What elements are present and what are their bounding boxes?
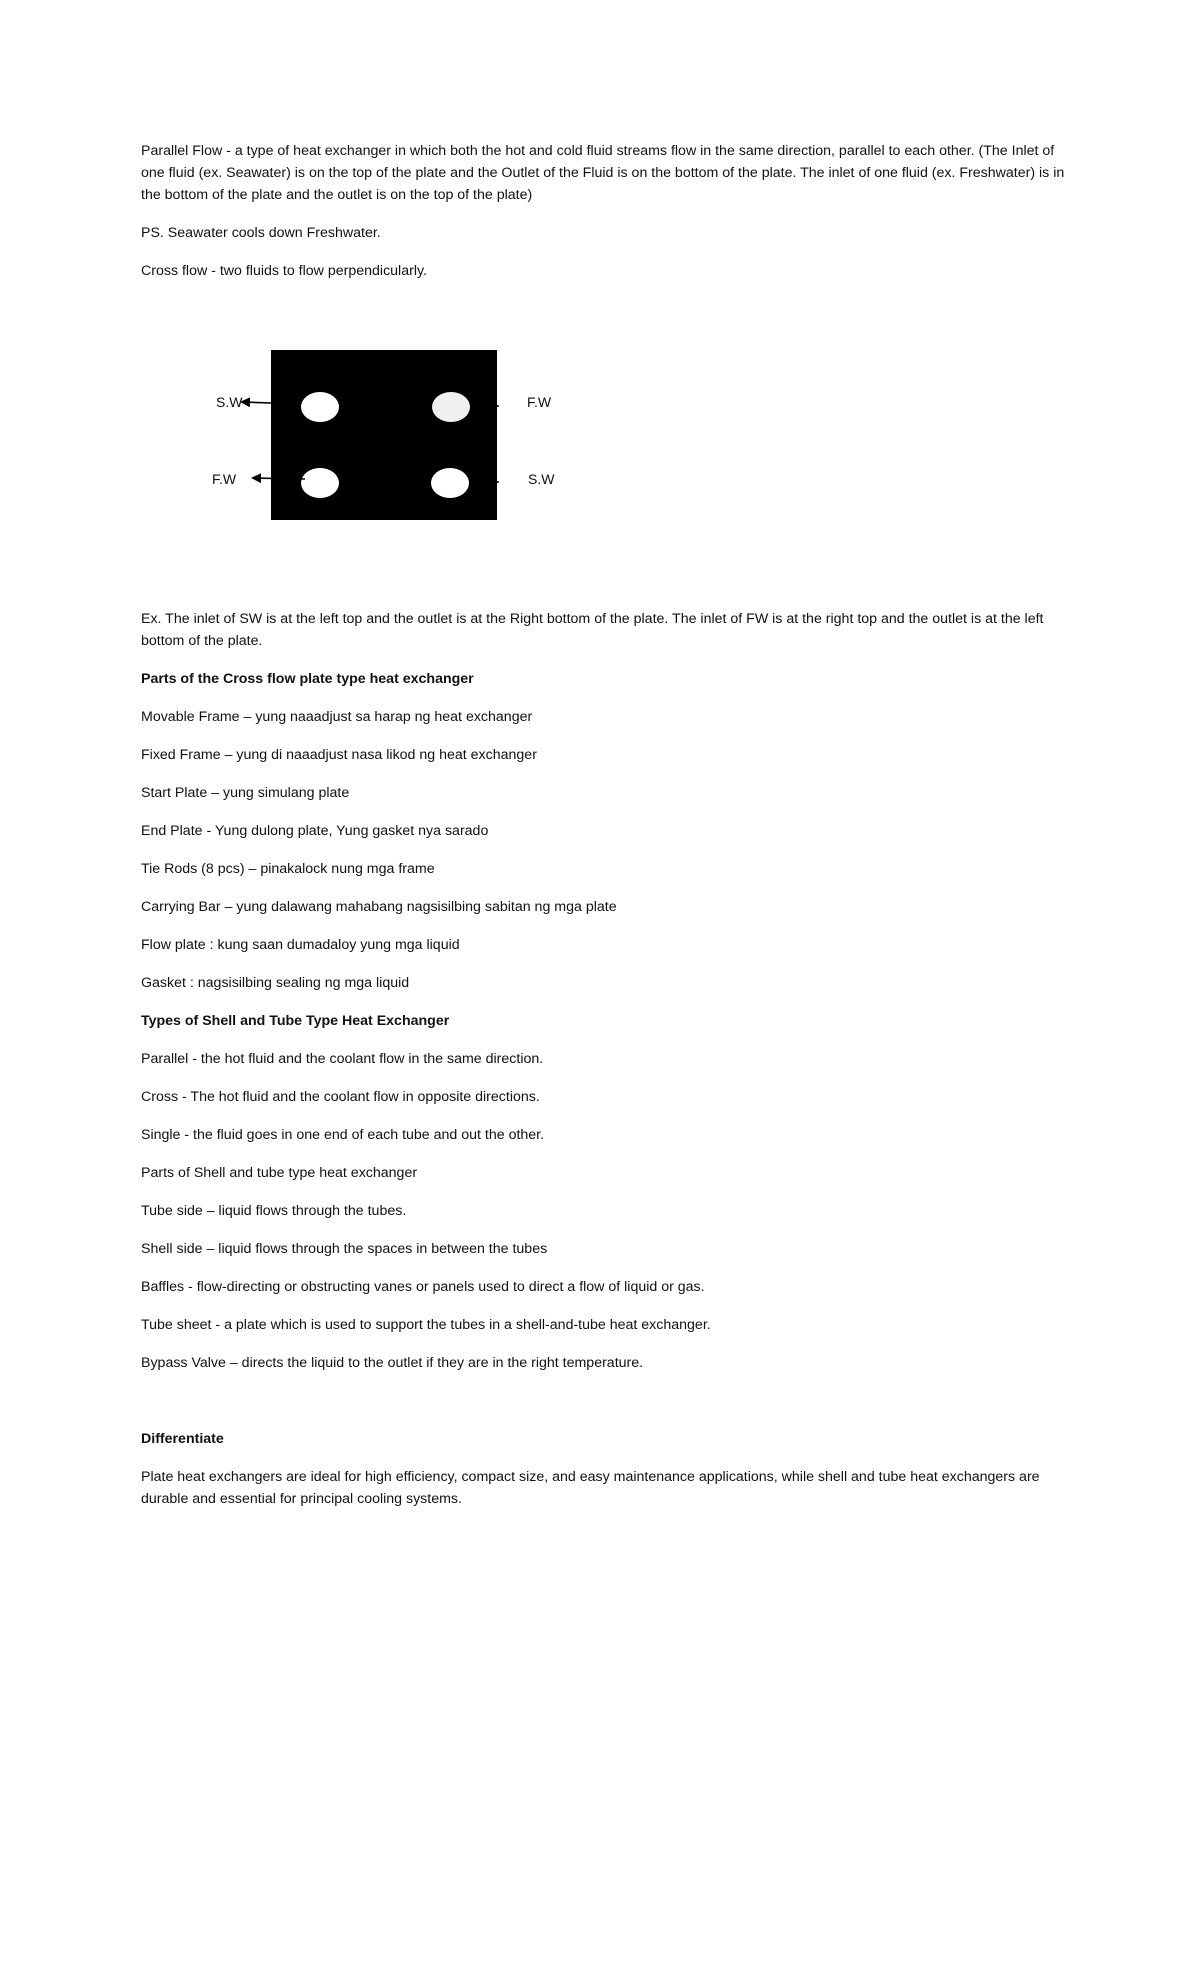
cross-flow-plate-diagram (141, 298, 1071, 588)
shell-types-heading: Types of Shell and Tube Type Heat Exchanger (141, 1013, 450, 1029)
arrow-bottom-left-out (253, 478, 305, 479)
plate-diagram-svg (141, 298, 561, 588)
label-top-left: S.W (216, 394, 243, 410)
label-bottom-left: F.W (212, 471, 237, 487)
plate-part-item: Start Plate – yung simulang plate (141, 785, 350, 801)
parallel-flow-paragraph: Parallel Flow - a type of heat exchanger in which both the hot and cold fluid streams flow in the same direction, parallel to each other. (The Inlet of one fluid (ex. Seawater) is on the top of the plate and the Outlet of the Fluid is on the bottom of the plate. The inlet of one fluid (ex. Freshwater) is in the bottom of the plate and the outlet is on the top of the plate) (141, 143, 1065, 203)
port-bottom-right (431, 468, 469, 498)
document-page (141, 140, 1071, 1526)
cross-flow-paragraph: Cross flow - two fluids to flow perpendicularly. (141, 263, 427, 279)
shell-part-item: Tube side – liquid flows through the tubes. (141, 1203, 407, 1219)
plate-part-item: Gasket : nagsisilbing sealing ng mga liquid (141, 975, 410, 991)
example-paragraph: Ex. The inlet of SW is at the left top and the outlet is at the Right bottom of the plate. The inlet of FW is at the right top and the outlet is at the left bottom of the plate. (141, 611, 1044, 649)
plate-body (271, 350, 497, 520)
port-bottom-left (301, 468, 339, 498)
plate-part-item: Flow plate : kung saan dumadaloy yung mga liquid (141, 937, 460, 953)
section-spacer (141, 1390, 1071, 1428)
differentiate-paragraph: Plate heat exchangers are ideal for high efficiency, compact size, and easy maintenance applications, while shell and tube heat exchangers are durable and essential for principal cooling systems. (141, 1469, 1040, 1507)
plate-part-item: Carrying Bar – yung dalawang mahabang nagsisilbing sabitan ng mga plate (141, 899, 617, 915)
shell-part-item: Tube sheet - a plate which is used to support the tubes in a shell-and-tube heat exchanger. (141, 1317, 711, 1333)
label-top-right: F.W (527, 394, 552, 410)
shell-type-item: Parallel - the hot fluid and the coolant flow in the same direction. (141, 1051, 544, 1067)
plate-part-item: Tie Rods (8 pcs) – pinakalock nung mga frame (141, 861, 435, 877)
shell-type-item: Single - the fluid goes in one end of each tube and out the other. (141, 1127, 545, 1143)
plate-part-item: Fixed Frame – yung di naaadjust nasa likod ng heat exchanger (141, 747, 537, 763)
port-top-right (432, 392, 470, 422)
ps-note-paragraph: PS. Seawater cools down Freshwater. (141, 225, 381, 241)
plate-part-item: Movable Frame – yung naaadjust sa harap ng heat exchanger (141, 709, 533, 725)
differentiate-heading: Differentiate (141, 1431, 224, 1447)
plate-part-item: End Plate - Yung dulong plate, Yung gasket nya sarado (141, 823, 489, 839)
plate-parts-heading: Parts of the Cross flow plate type heat exchanger (141, 671, 474, 687)
shell-part-item: Shell side – liquid flows through the spaces in between the tubes (141, 1241, 548, 1257)
arrow-top-left-out (242, 402, 271, 403)
shell-parts-heading: Parts of Shell and tube type heat exchanger (141, 1165, 418, 1181)
shell-type-item: Cross - The hot fluid and the coolant flow in opposite directions. (141, 1089, 540, 1105)
label-bottom-right: S.W (528, 471, 555, 487)
shell-part-item: Bypass Valve – directs the liquid to the outlet if they are in the right temperature. (141, 1355, 644, 1371)
shell-part-item: Baffles - flow-directing or obstructing vanes or panels used to direct a flow of liquid or gas. (141, 1279, 705, 1295)
port-top-left (301, 392, 339, 422)
